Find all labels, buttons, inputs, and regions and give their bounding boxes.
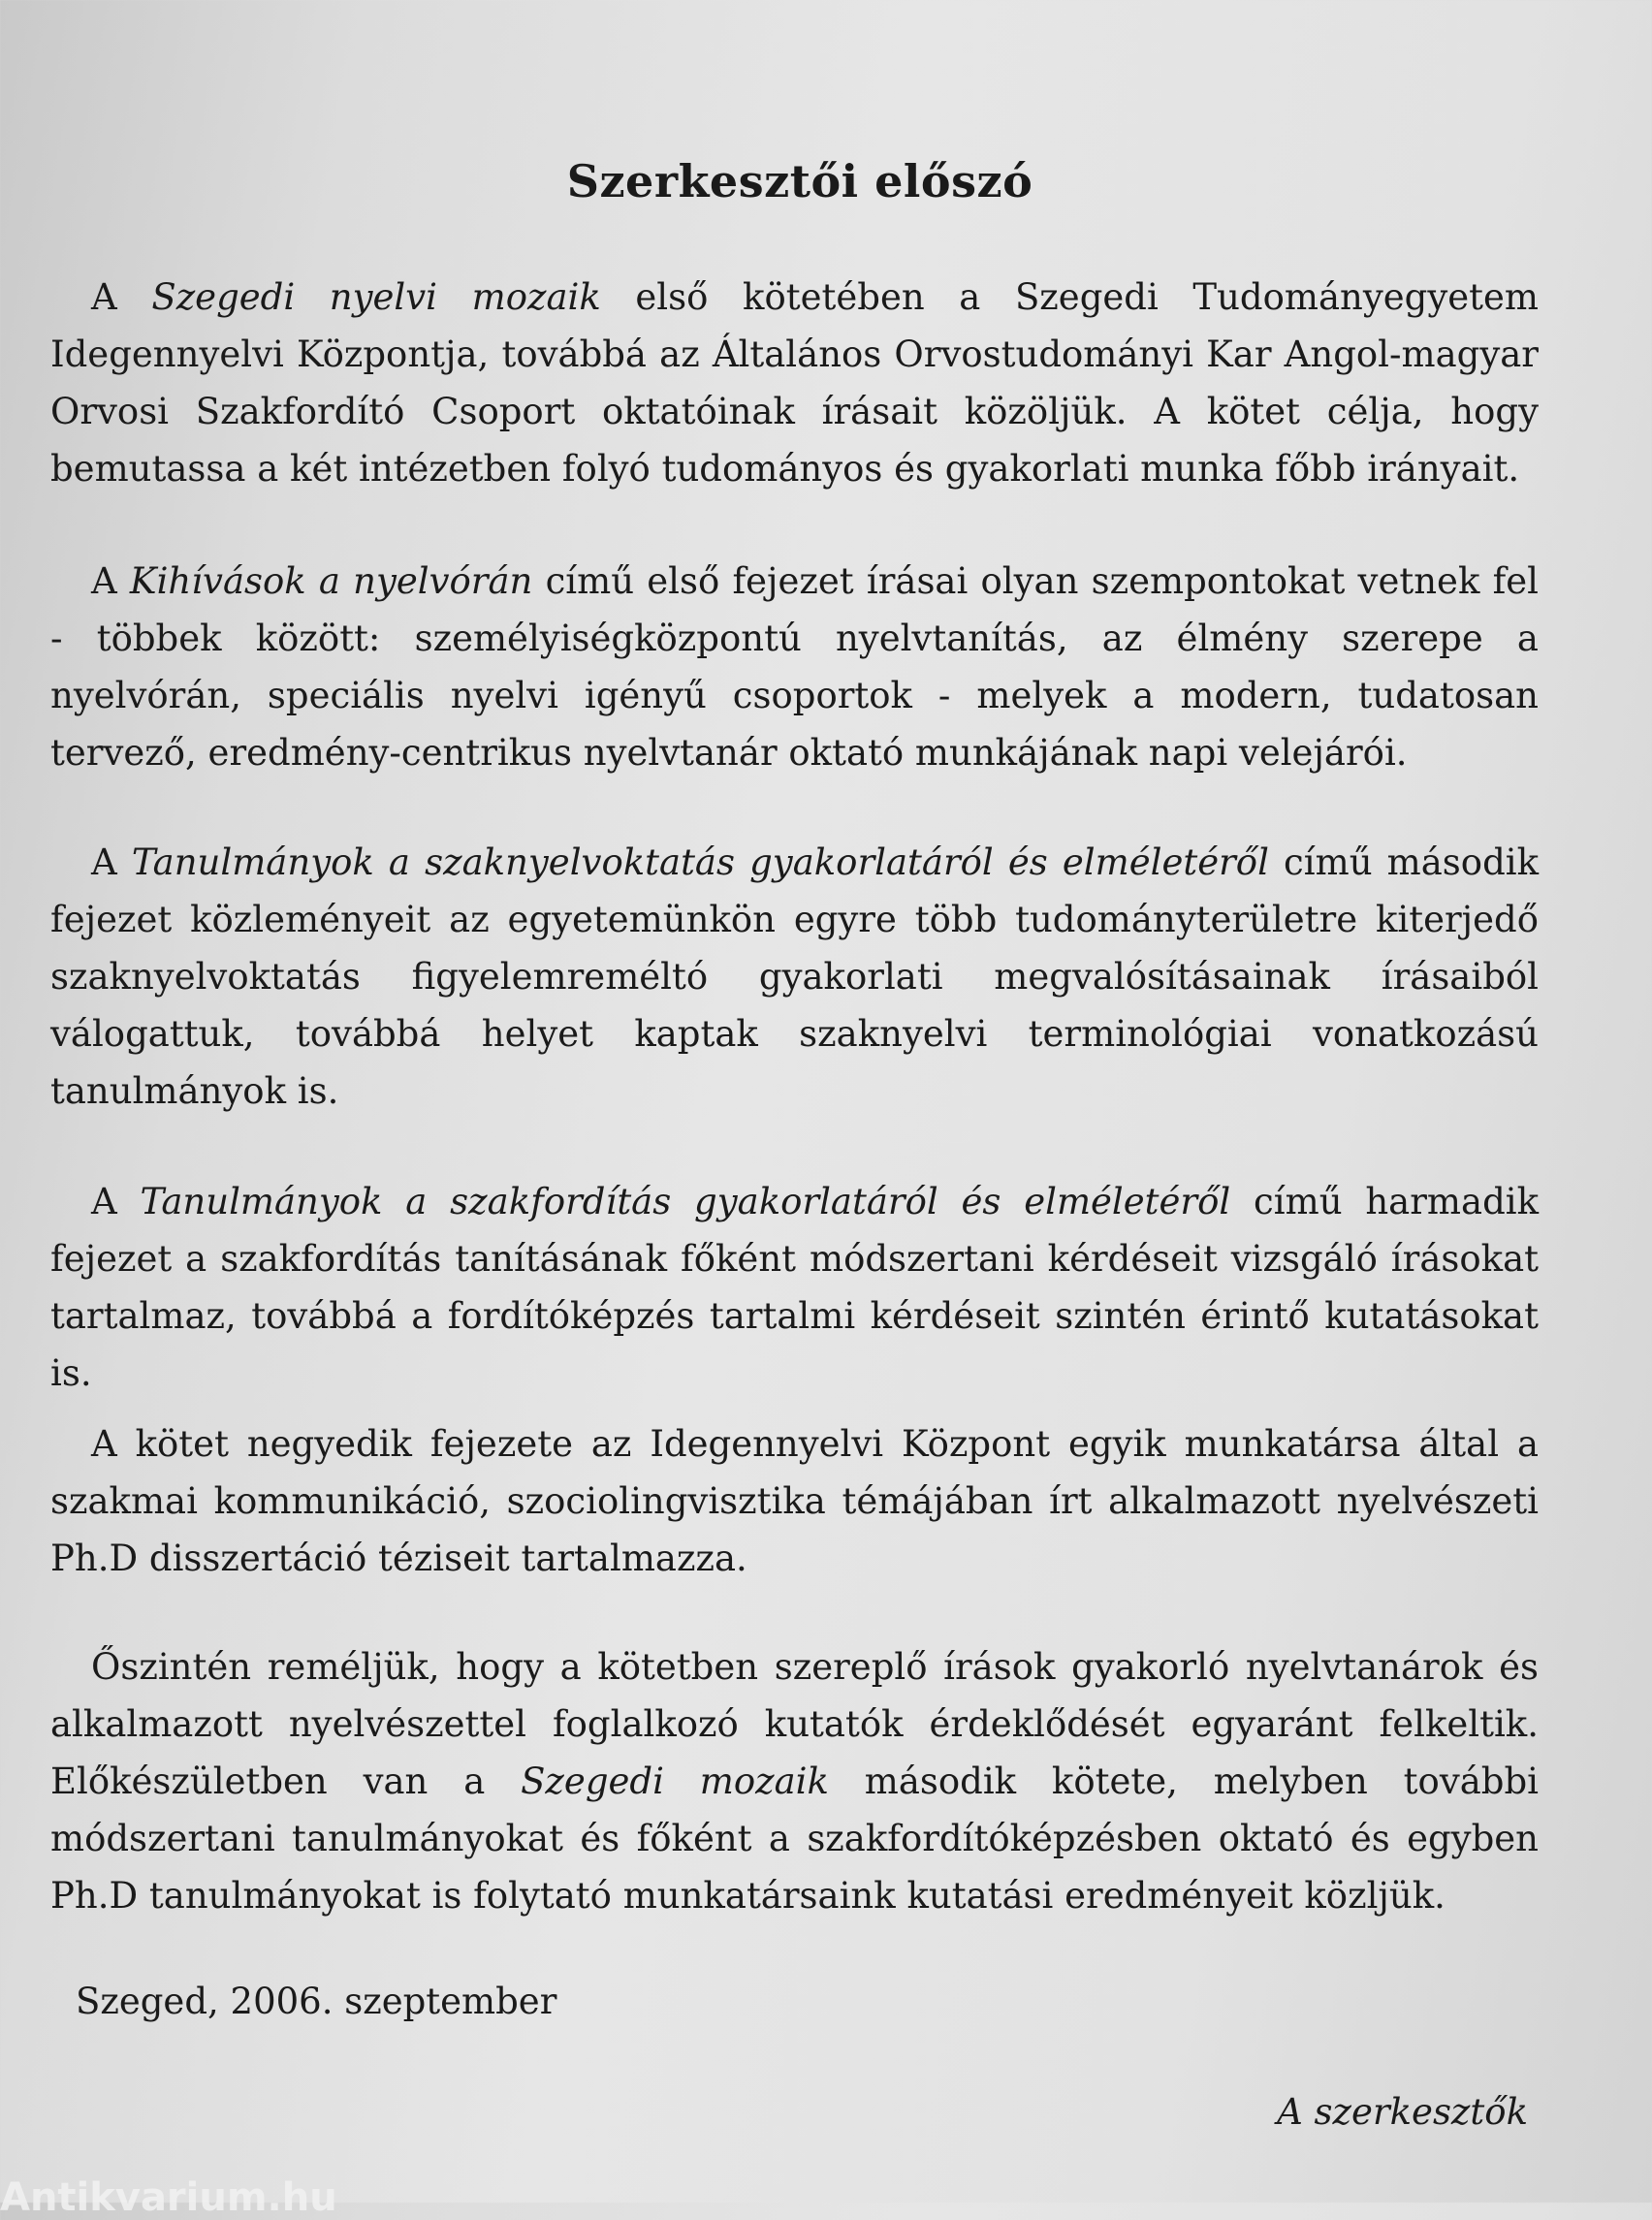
page-title: Szerkesztői előszó (566, 155, 1033, 207)
chapter-title-italic: Tanulmányok a szaknyelvoktatás gyakorlatáról és elméletéről (131, 841, 1269, 883)
chapter-title-italic: Kihívások a nyelvórán (129, 560, 533, 602)
paragraph-1: A Szegedi nyelvi mozaik első kötetében a Szegedi Tudományegyetem Idegennyelvi Központja, továbbá az Általános Orvostudományi Kar Angol-magyar Orvosi Szakfordító Csoport oktatóinak írásait közöljük. A kötet célja, hogy bemutassa a két intézetben folyó tudományos és gyakorlati munka főbb irányait. (50, 276, 1539, 490)
watermark: Antikvarium.hu (0, 2175, 337, 2220)
chapter-title-italic: Tanulmányok a szakfordítás gyakorlatáról és elméletéről (140, 1181, 1231, 1222)
editors-signature: A szerkesztők (1277, 2091, 1528, 2133)
paragraph-6: Őszintén reméljük, hogy a kötetben szereplő írások gyakorló nyelvtanárok és alkalmazott nyelvészettel foglalkozó kutatók érdeklődését egyaránt felkeltik. Előkészületben van a Szegedi mozaik második kötete, melyben további módszertani tanulmányokat és főként a szakfordítóképzésben oktató és egyben Ph.D tanulmányokat is folytató munkatársaink kutatási eredményeit közljük. (50, 1646, 1539, 1917)
book-title-italic: Szegedi mozaik (521, 1760, 829, 1802)
paragraph-3: A Tanulmányok a szaknyelvoktatás gyakorlatáról és elméletéről című második fejezet közleményeit az egyetemünkön egyre több tudományterületre kiterjedő szaknyelvoktatás figyelemreméltó gyakorlati megvalósításainak írásaiból válogattuk, továbbá helyet kaptak szaknyelvi terminológiai vonatkozású tanulmányok is. (50, 841, 1540, 1112)
paragraph-4: A Tanulmányok a szakfordítás gyakorlatáról és elméletéről című harmadik fejezet a szakfordítás tanításának főként módszertani kérdéseit vizsgáló írásokat tartalmaz, továbbá a fordítóképzés tartalmi kérdéseit szintén érintő kutatásokat is. (50, 1181, 1540, 1394)
paragraph-2: A Kihívások a nyelvórán című első fejezet írásai olyan szempontokat vetnek fel - többek között: személyiségközpontú nyelvtanítás, az élmény szerepe a nyelvórán, speciális nyelvi igényű csoportok - melyek a modern, tudatosan tervező, eredmény-centrikus nyelvtanár oktató munkájának napi velejárói. (50, 560, 1539, 774)
place-date: Szeged, 2006. szeptember (76, 1981, 557, 2022)
paragraph-5: A kötet negyedik fejezete az Idegennyelvi Központ egyik munkatársa által a szakmai kommunikáció, szociolingvisztika témájában írt alkalmazott nyelvészeti Ph.D disszertáció téziseit tartalmazza. (50, 1423, 1539, 1579)
book-title-italic: Szegedi nyelvi mozaik (151, 276, 601, 318)
